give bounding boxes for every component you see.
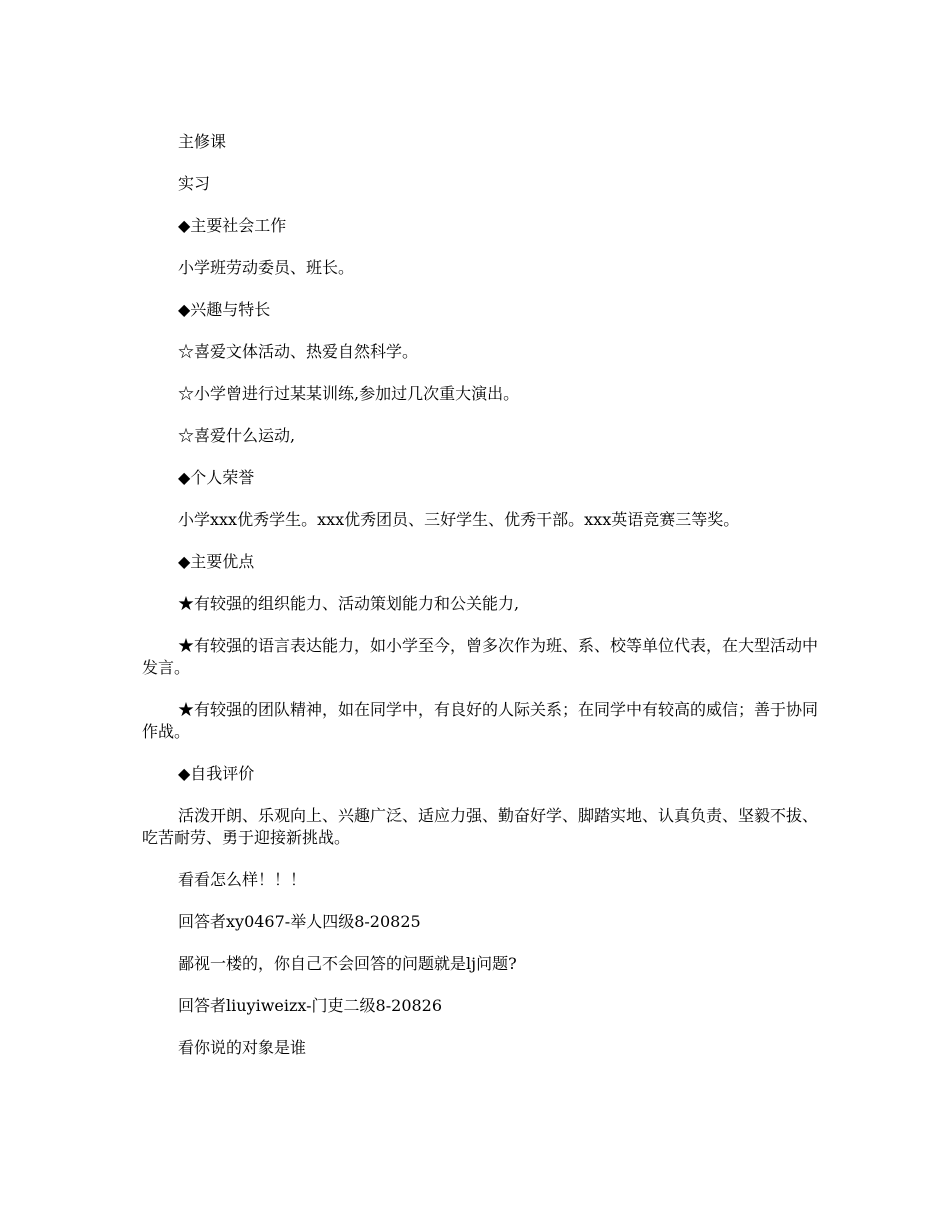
heading-internship: 实习 [178,174,211,193]
strength-item: ★有较强的团队精神，如在同学中，有良好的人际关系；在同学中有较高的威信；善于协同作战。 [142,700,819,741]
document-body [142,131,830,1079]
closing-remark: 看看怎么样！！！ [178,870,307,889]
heading-main-courses: 主修课 [178,132,227,151]
interest-item: ☆喜爱什么运动, [178,426,296,445]
answerer-line: 回答者xy0467-举人四级8-20825 [178,912,421,931]
strength-item: ★有较强的组织能力、活动策划能力和公关能力, [178,594,520,613]
strength-item: ★有较强的语言表达能力，如小学至今，曾多次作为班、系、校等单位代表，在大型活动中发言。 [142,636,819,677]
section-heading-interests: ◆兴趣与特长 [178,300,271,319]
section-heading-social-work: ◆主要社会工作 [178,216,287,235]
reply-text: 鄙视一楼的，你自己不会回答的问题就是lj问题? [178,954,517,973]
honors-text: 小学xxx优秀学生。xxx优秀团员、三好学生、优秀干部。xxx英语竞赛三等奖。 [178,510,740,529]
section-heading-strengths: ◆主要优点 [178,552,255,571]
social-work-text: 小学班劳动委员、班长。 [178,258,355,277]
section-heading-honors: ◆个人荣誉 [178,468,255,487]
self-evaluation-text: 活泼开朗、乐观向上、兴趣广泛、适应力强、勤奋好学、脚踏实地、认真负责、坚毅不拔、吃苦耐劳、勇于迎接新挑战。 [142,806,819,847]
section-heading-self-evaluation: ◆自我评价 [178,764,255,783]
interest-item: ☆小学曾进行过某某训练,参加过几次重大演出。 [178,384,520,403]
answerer-line: 回答者liuyiweizx-门吏二级8-20826 [178,996,443,1015]
reply-text: 看你说的对象是谁 [178,1038,307,1057]
interest-item: ☆喜爱文体活动、热爱自然科学。 [178,342,419,361]
